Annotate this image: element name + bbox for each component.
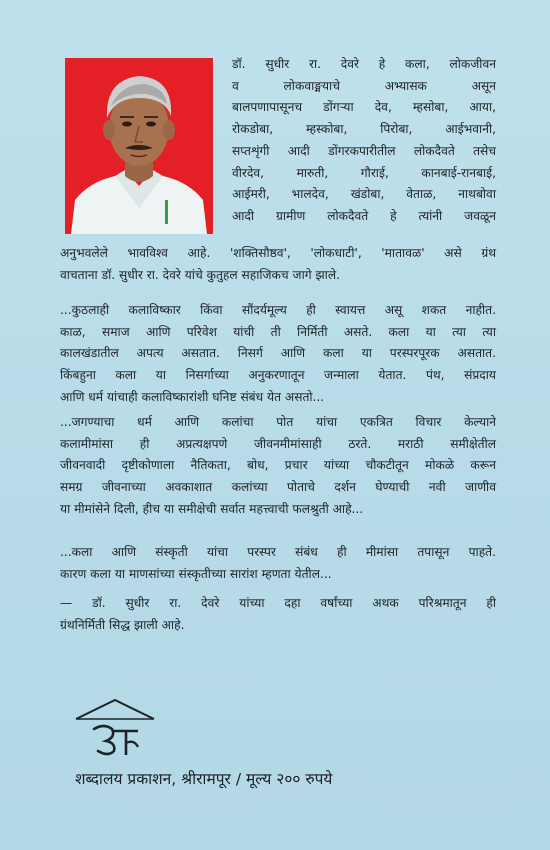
- paragraph-line: या मीमांसेने दिली, हीच या समीक्षेची सर्वात महत्त्वाची फलश्रुती आहे...: [60, 501, 364, 516]
- paragraph-line: काळ, समाज आणि परिवेश यांची ती निर्मिती असते. कला या त्या त्या: [60, 324, 496, 339]
- paragraph-line: किंबहुना कला या निसर्गाच्या अनुकरणातून जन्माला येतात. पंथ, संप्रदाय: [60, 368, 496, 383]
- paragraph-culture: [60, 542, 496, 585]
- intro-continuation-line: अनुभवलेले भावविश्व आहे. 'शक्तिसौष्ठव', 'लोकधाटी', 'मातावळ' असे ग्रंथ: [60, 246, 496, 260]
- intro-line: रोकडोबा, म्हस्कोबा, पिरोबा, आईभवानी,: [232, 122, 496, 137]
- price-label: मूल्य २०० रुपये: [245, 770, 333, 788]
- author-portrait-image: [65, 58, 213, 234]
- paragraph-life-and-art: [60, 412, 496, 521]
- footer-separator: /: [235, 770, 242, 788]
- intro-line: आईमरी, भालदेव, खंडोबा, वेताळ, नाथबोवा: [232, 187, 496, 202]
- intro-line: व लोकवाङ्मयाचे अभ्यासक असून: [232, 78, 496, 93]
- paragraph-line: ...कुठलाही कलाविष्कार किंवा सौंदर्यमूल्य ही स्वायत्त असू शकत नाहीत.: [60, 303, 496, 317]
- paragraph-line: ग्रंथनिर्मिती सिद्ध झाली आहे.: [60, 617, 185, 632]
- paragraph-art-and-nature: [60, 300, 496, 409]
- footer: [75, 768, 515, 790]
- paragraph-closing: [60, 593, 496, 636]
- intro-line: सप्तशृंगी आदी डोंगरकपारीतील लोकदैवते तसेच: [232, 143, 496, 158]
- intro-line: डॉ. सुधीर रा. देवरे हे कला, लोकजीवन: [232, 57, 496, 71]
- intro-text: [232, 54, 496, 228]
- intro-continuation-line: वाचताना डॉ. सुधीर रा. देवरे यांचे कुतुहल सहाजिकच जागे झाले.: [60, 267, 340, 282]
- paragraph-line: समग्र जीवनाच्या अवकाशात कलांच्या पोताचे दर्शन घेण्याची नवी जाणीव: [60, 480, 496, 495]
- paragraph-line: कारण कला या माणसांच्या संस्कृतीच्या सारांश म्हणता येतील...: [60, 566, 332, 581]
- shabdalay-logo-icon: [72, 697, 158, 759]
- paragraph-line: ...कला आणि संस्कृती यांचा परस्पर संबंध ही मीमांसा तपासून पाहते.: [60, 545, 496, 559]
- paragraph-line: जीवनवादी दृष्टीकोणाला नैतिकता, बोध, प्रचार यांच्या चौकटीतून मोकळे करून: [60, 458, 496, 473]
- publisher-name: शब्दालय प्रकाशन, श्रीरामपूर: [75, 770, 231, 788]
- author-photo: [65, 58, 213, 234]
- paragraph-line: कलामीमांसा ही अप्रत्यक्षपणे जीवनमीमांसाही ठरते. मराठी समीक्षेतील: [60, 436, 496, 451]
- intro-line: आदी ग्रामीण लोकदैवते हे त्यांनी जवळून: [232, 208, 496, 223]
- intro-continuation: [60, 243, 496, 286]
- paragraph-line: — डॉ. सुधीर रा. देवरे यांच्या दहा वर्षांच्या अथक परिश्रमातून ही: [60, 596, 496, 610]
- paragraph-line: आणि धर्म यांचाही कलाविष्कारांशी घनिष्ट संबंध येत असतो...: [60, 389, 325, 404]
- intro-line: बालपणापासूनच डोंगऱ्या देव, म्हसोबा, आया,: [232, 100, 496, 115]
- paragraph-line: कालखंडातील अपत्य असतात. निसर्ग आणि कला या परस्परपूरक असतात.: [60, 346, 496, 361]
- paragraph-line: ...जगण्याचा धर्म आणि कलांचा पोत यांचा एकत्रित विचार केल्याने: [60, 415, 496, 429]
- intro-line: वीरदेव, मारुती, गौराई, कानबाई-रानबाई,: [232, 165, 496, 180]
